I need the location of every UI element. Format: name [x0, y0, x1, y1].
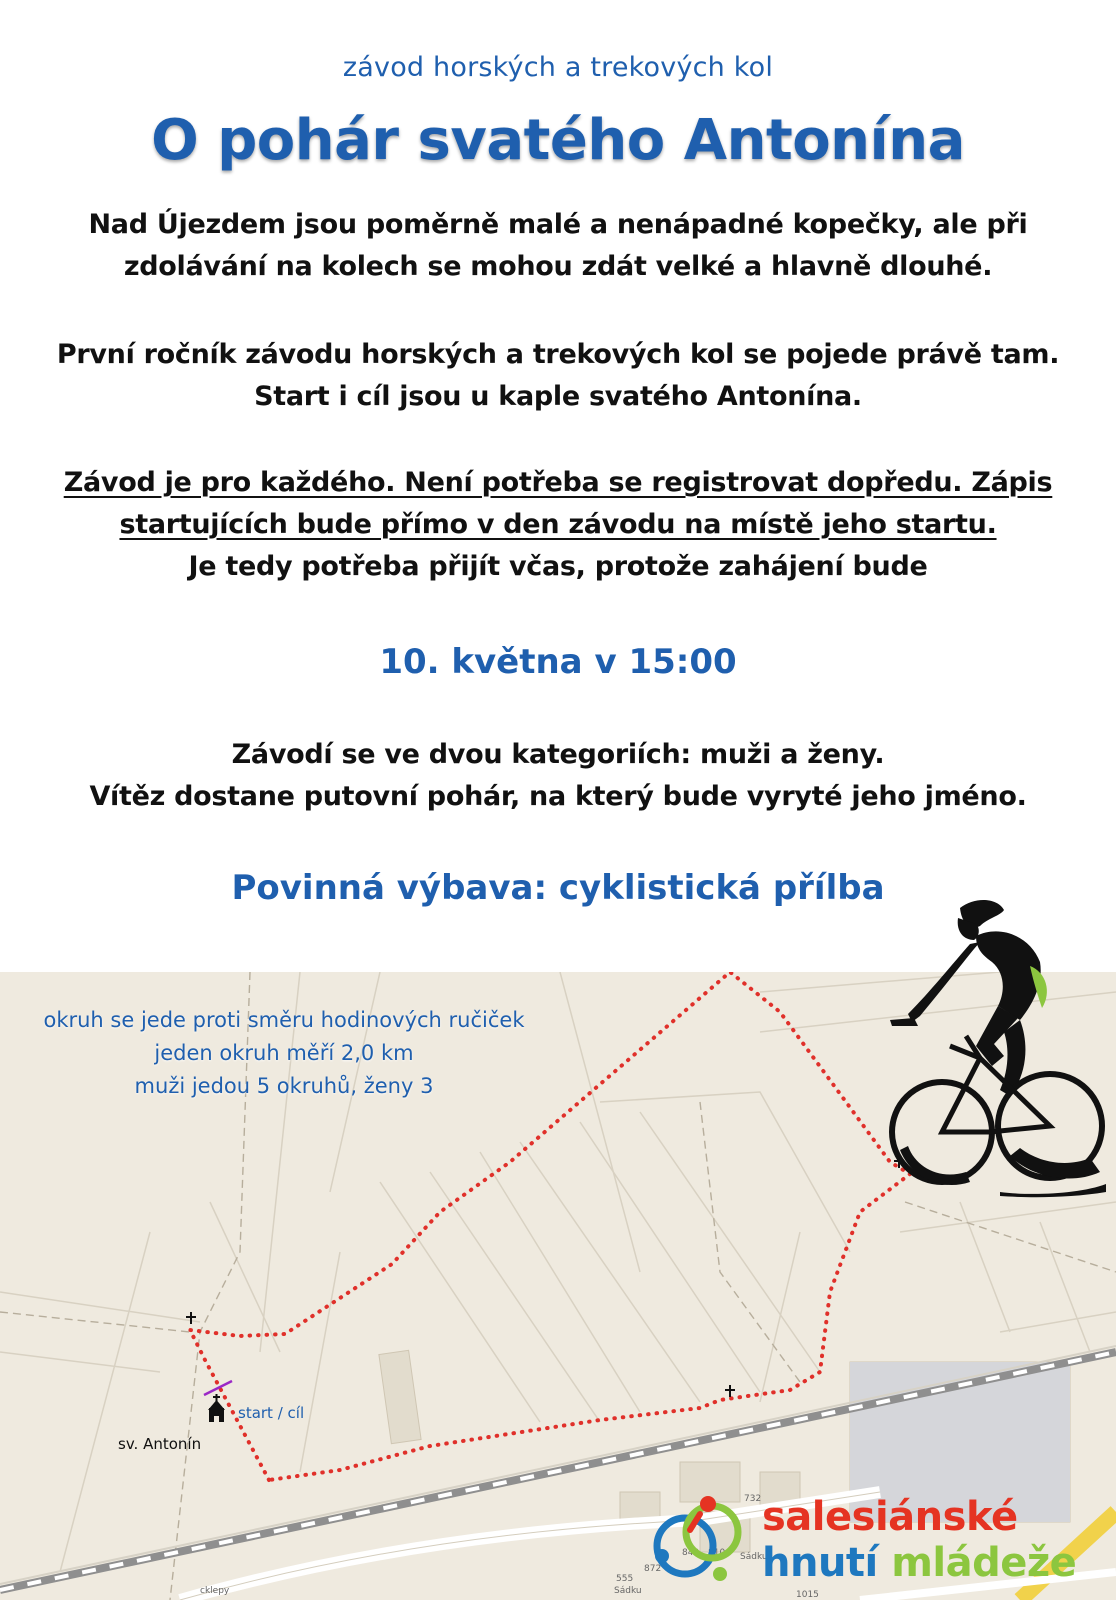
logo-text-hnuti: hnutí	[762, 1540, 878, 1586]
route-length: jeden okruh měří 2,0 km	[154, 1041, 414, 1065]
road-label: 810	[708, 1548, 726, 1558]
event-date: 10. května v 15:00	[379, 642, 737, 682]
road-label: 872	[644, 1564, 662, 1574]
cyclist-icon	[880, 896, 1106, 1198]
first-year-line: První ročník závodu horských a trekových kol se pojede právě tam.	[56, 339, 1060, 370]
intro-paragraph	[0, 204, 1116, 288]
road-label: 555	[616, 1574, 634, 1584]
logo-text-line1: salesiánské	[762, 1494, 1018, 1540]
route-direction: okruh se jede proti směru hodinových ručiček	[43, 1008, 525, 1032]
mandatory-equipment: Povinná výbava: cyklistická přílba	[231, 868, 885, 908]
registration-line-underlined: startujících bude přímo v den závodu na místě jeho startu.	[119, 509, 997, 540]
categories-paragraph	[0, 734, 1116, 818]
start-finish-label: start / cíl	[238, 1404, 305, 1422]
first-year-paragraph	[0, 334, 1116, 418]
route-info	[24, 1004, 544, 1103]
intro-line: Nad Újezdem jsou poměrně malé a nenápadné kopečky, ale při	[88, 209, 1028, 240]
road-label: Sádku	[740, 1552, 768, 1562]
logo-text-mladeze: mládeže	[891, 1540, 1077, 1586]
route-laps: muži jedou 5 okruhů, ženy 3	[134, 1074, 434, 1098]
first-year-line: Start i cíl jsou u kaple svatého Antonína.	[254, 381, 862, 412]
road-label: Sádku	[614, 1586, 642, 1596]
categories-line: Vítěz dostane putovní pohár, na který bude vyryté jeho jméno.	[89, 781, 1027, 812]
categories-line: Závodí se ve dvou kategoriích: muži a ženy.	[231, 739, 885, 770]
event-subtitle: závod horských a trekových kol	[342, 52, 774, 83]
event-title: O pohár svatého Antonína	[151, 108, 965, 173]
registration-line: Je tedy potřeba přijít včas, protože zahájení bude	[188, 551, 928, 582]
road-label: 1015	[796, 1590, 819, 1600]
church-label: sv. Antonín	[118, 1435, 202, 1453]
registration-line-underlined: Závod je pro každého. Není potřeba se registrovat dopředu. Zápis	[63, 467, 1053, 498]
registration-paragraph	[0, 462, 1116, 588]
logo-icon	[650, 1496, 760, 1596]
logo-text-line2	[762, 1540, 1076, 1586]
intro-line: zdolávání na kolech se mohou zdát velké a hlavně dlouhé.	[123, 251, 993, 282]
road-label: 849	[682, 1548, 700, 1558]
road-label: 732	[744, 1494, 762, 1504]
road-label: cklepy	[200, 1586, 230, 1596]
